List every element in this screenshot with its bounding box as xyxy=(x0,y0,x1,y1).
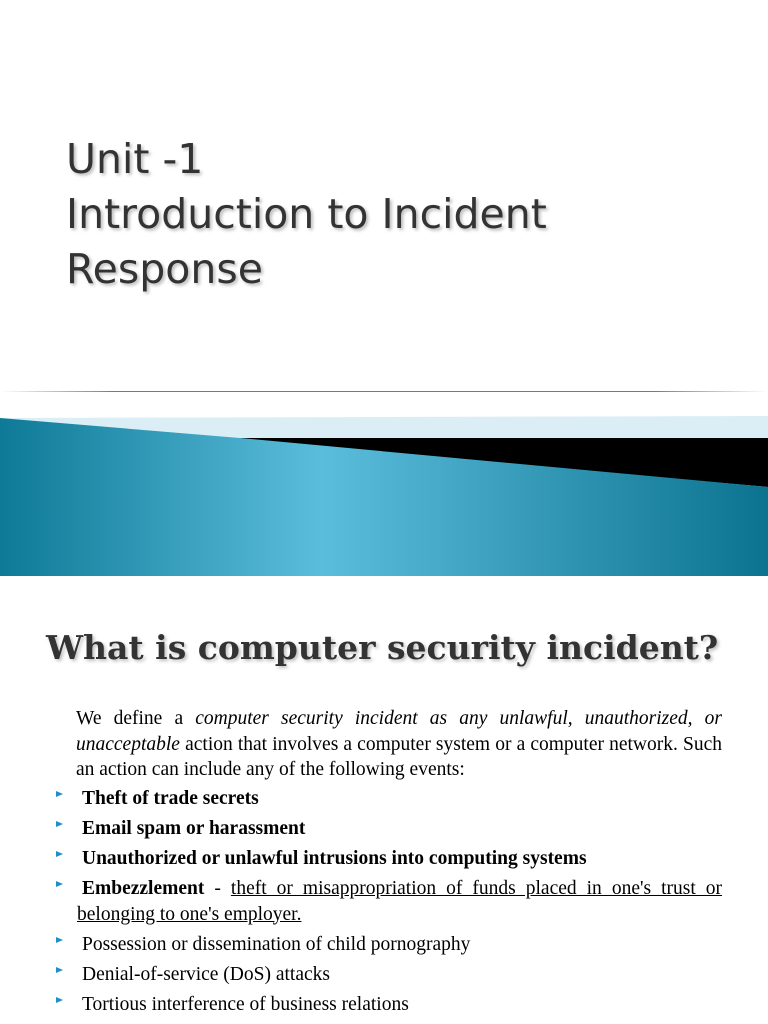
list-item-text: Email spam or harassment xyxy=(82,818,306,839)
list-item xyxy=(0,962,768,988)
definition-prefix: We define a xyxy=(76,708,196,729)
triangle-bullet-icon xyxy=(56,821,63,827)
embezzlement-term: Embezzlement xyxy=(82,878,205,899)
title-line-topic-cont: Response xyxy=(66,245,263,293)
embezzlement-definition: theft or misappropriation of funds placed in one's trust or belonging to one's employer. xyxy=(77,878,723,925)
slide-title xyxy=(66,132,726,297)
definition-emphasis: computer security incident as any unlawful, unauthorized, or unacceptable xyxy=(76,708,723,755)
definition-paragraph xyxy=(76,706,722,783)
triangle-bullet-icon xyxy=(56,967,63,973)
slide-heading: What is computer security incident? xyxy=(46,628,719,667)
term-separator: - xyxy=(204,878,231,899)
list-item xyxy=(0,992,768,1018)
list-item-text: Tortious interference of business relations xyxy=(82,993,409,1015)
definition-suffix: action that involves a computer system or a computer network. Such an action can include any of the following events: xyxy=(76,733,722,780)
thin-divider-line xyxy=(0,391,768,392)
triangle-bullet-icon xyxy=(56,997,63,1003)
list-item-text: Denial-of-service (DoS) attacks xyxy=(82,963,330,985)
title-line-topic: Introduction to Incident xyxy=(66,190,547,238)
incident-list xyxy=(0,786,768,1022)
content-slide xyxy=(0,576,768,1024)
list-item xyxy=(0,816,768,842)
triangle-bullet-icon xyxy=(56,937,63,943)
list-item xyxy=(0,846,768,872)
list-item-text: Unauthorized or unlawful intrusions into computing systems xyxy=(82,848,587,869)
list-item-text: Possession or dissemination of child pornography xyxy=(82,933,471,955)
triangle-bullet-icon xyxy=(56,881,63,887)
triangle-bullet-icon xyxy=(56,791,63,797)
title-line-unit: Unit -1 xyxy=(66,135,204,183)
list-item-text: Theft of trade secrets xyxy=(82,788,259,809)
list-item xyxy=(0,876,768,927)
list-item xyxy=(0,932,768,958)
decorative-wave-banner xyxy=(0,380,768,576)
triangle-bullet-icon xyxy=(56,851,63,857)
list-item xyxy=(0,786,768,812)
